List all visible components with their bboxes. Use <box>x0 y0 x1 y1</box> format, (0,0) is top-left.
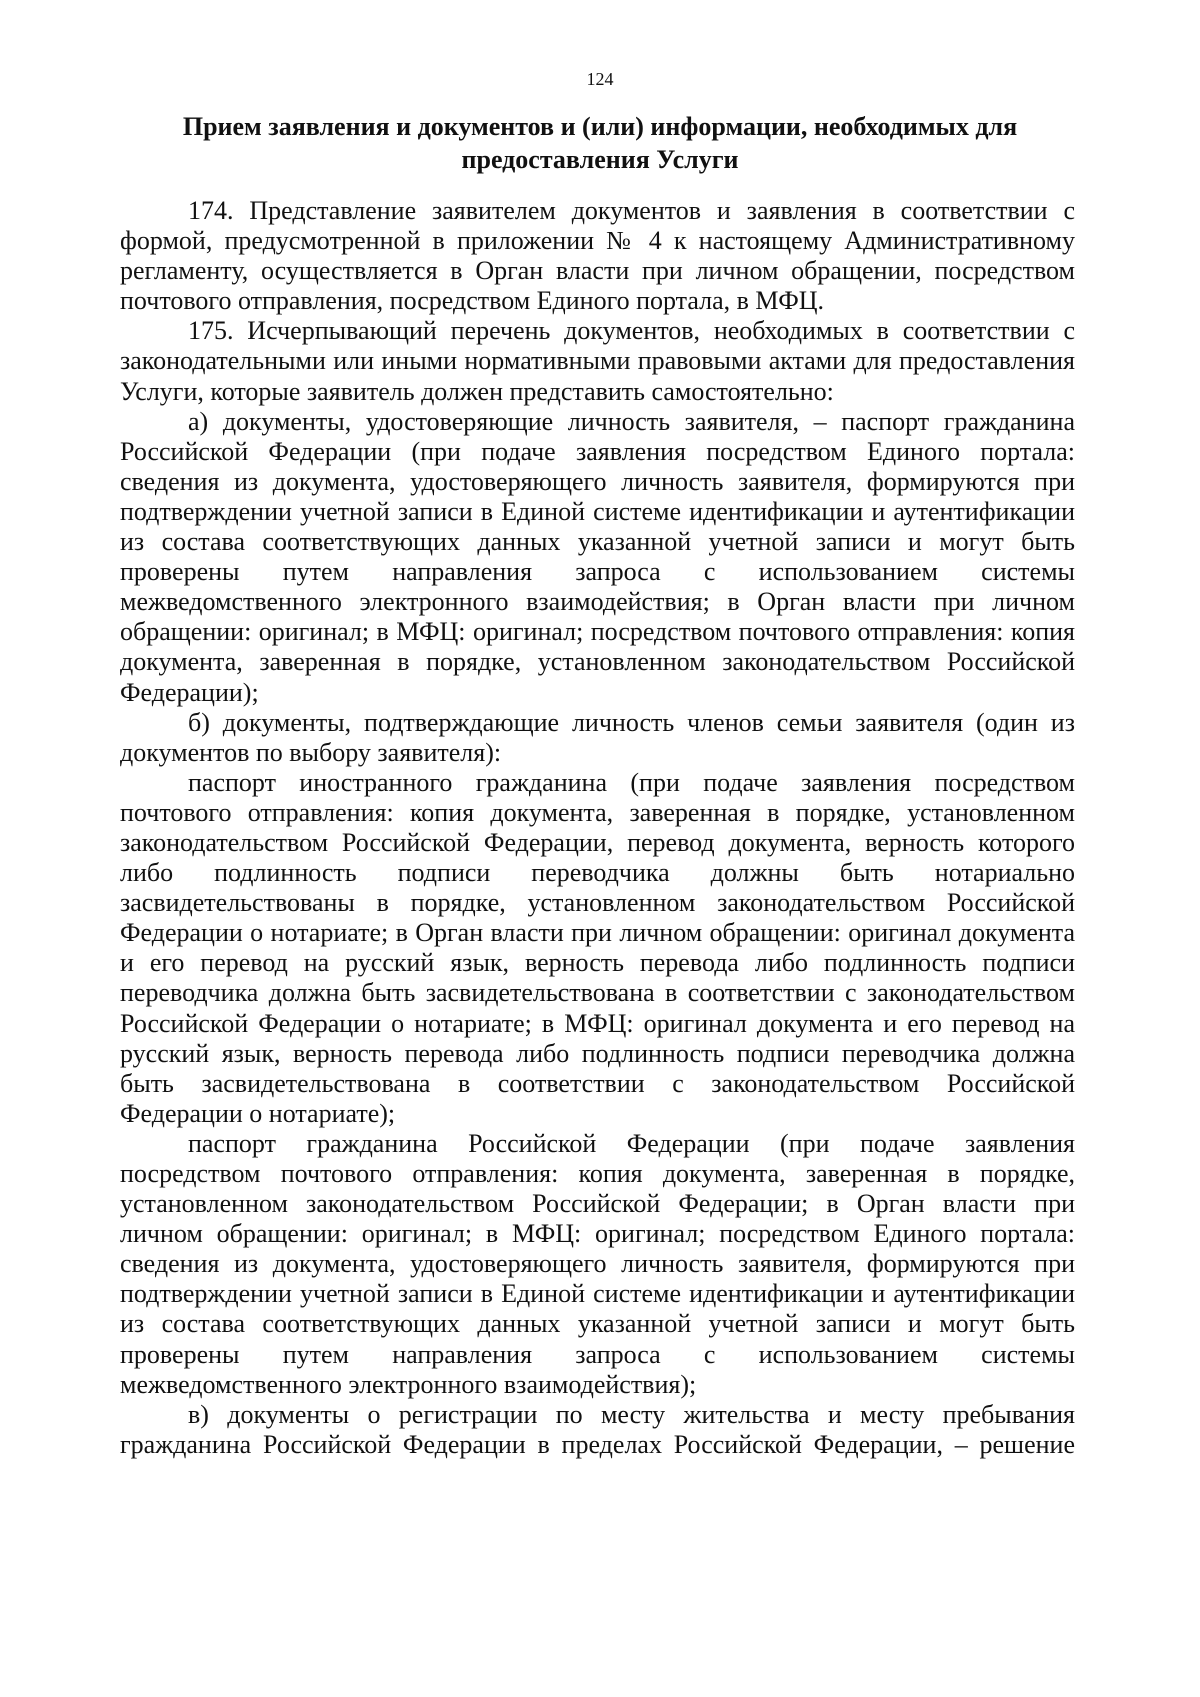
paragraph-175: 175. Исчерпывающий перечень документов, необходимых в соответствии с законодательными или иными нормативными правовыми актами для предоставления Услуги, которые заявитель должен представить самостоятельно: <box>120 316 1075 406</box>
page-number: 124 <box>586 69 614 89</box>
document-body <box>120 196 1075 1460</box>
section-heading-line-1: Прием заявления и документов и (или) информации, необходимых для <box>182 112 1018 141</box>
section-heading <box>120 110 1080 176</box>
paragraph-russian-passport: паспорт гражданина Российской Федерации (при подаче заявления посредством почтового отправления: копия документа, заверенная в порядке, установленном законодательством Российской Федерации; в Орган власти при личном обращении: оригинал; в МФЦ: оригинал; посредством Единого портала: сведения из документа, удостоверяющего личность заявителя, формируются при подтверждении учетной записи в Единой системе идентификации и аутентификации из состава соответствующих данных указанной учетной записи и могут быть проверены путем направления запроса с использованием системы межведомственного электронного взаимодействия); <box>120 1128 1075 1399</box>
paragraph-item-b: б) документы, подтверждающие личность членов семьи заявителя (один из документов по выбору заявителя): <box>120 707 1075 767</box>
section-heading-line-2: предоставления Услуги <box>461 145 739 174</box>
paragraph-item-a: а) документы, удостоверяющие личность заявителя, – паспорт гражданина Российской Федерации (при подаче заявления посредством Единого портала: сведения из документа, удостоверяющего личность заявителя, формируются при подтверждении учетной записи в Единой системе идентификации и аутентификации из состава соответствующих данных указанной учетной записи и могут быть проверены путем направления запроса с использованием системы межведомственного электронного взаимодействия; в Орган власти при личном обращении: оригинал; в МФЦ: оригинал; посредством почтового отправления: копия документа, заверенная в порядке, установленном законодательством Российской Федерации); <box>120 406 1075 707</box>
paragraph-item-v: в) документы о регистрации по месту жительства и месту пребывания гражданина Российской Федерации в пределах Российской Федерации, – решение <box>120 1399 1075 1459</box>
paragraph-foreign-passport: паспорт иностранного гражданина (при подаче заявления посредством почтового отправления: копия документа, заверенная в порядке, установленном законодательством Российской Федерации, перевод документа, верность которого либо подлинность подписи переводчика должны быть нотариально засвидетельствованы в порядке, установленном законодательством Российской Федерации о нотариате; в Орган власти при личном обращении: оригинал документа и его перевод на русский язык, верность перевода либо подлинность подписи переводчика должна быть засвидетельствована в соответствии с законодательством Российской Федерации о нотариате; в МФЦ: оригинал документа и его перевод на русский язык, верность перевода либо подлинность подписи переводчика должна быть засвидетельствована в соответствии с законодательством Российской Федерации о нотариате); <box>120 767 1075 1128</box>
paragraph-174: 174. Представление заявителем документов и заявления в соответствии с формой, предусмотренной в приложении № 4 к настоящему Административному регламенту, осуществляется в Орган власти при личном обращении, посредством почтового отправления, посредством Единого портала, в МФЦ. <box>120 196 1075 316</box>
